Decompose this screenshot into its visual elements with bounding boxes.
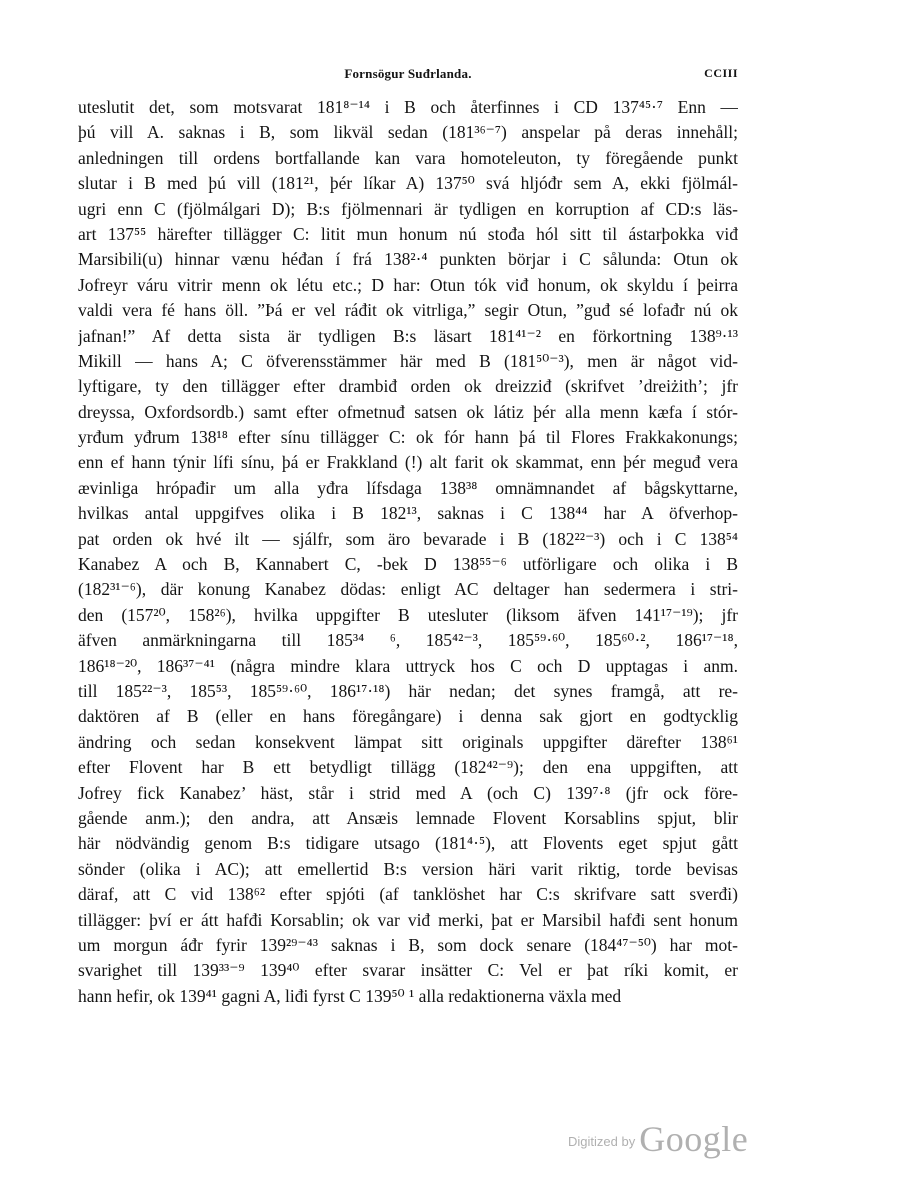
text-line: här nödvändig genom B:s tidigare utsago (181⁴·⁵), att Flovents eget spjut gått xyxy=(78,833,738,854)
text-line: Kanabez A och B, Kannabert C, -bek D 138⁵⁵⁻⁶ utförligare och olika i B xyxy=(78,554,738,575)
text-line: svarighet till 139³³⁻⁹ 139⁴⁰ efter svarar insätter C: Vel er þat ríki komit, er xyxy=(78,960,738,981)
text-line: sönder (olika i AC); att emellertid B:s version häri varit riktig, torde bevisas xyxy=(78,858,738,879)
text-line: äfven anmärkningarna till 185³⁴ ⁶, 185⁴²⁻³, 185⁵⁹·⁶⁰, 185⁶⁰·², 186¹⁷⁻¹⁸, xyxy=(78,630,738,651)
digitized-by-google-watermark xyxy=(568,1118,748,1160)
text-line: uteslutit det, som motsvarat 181⁸⁻¹⁴ i B och återfinnes i CD 137⁴⁵·⁷ Enn — xyxy=(78,97,738,117)
text-line: (182³¹⁻⁶), där konung Kanabez dödas: enligt AC deltager han sedermera i stri- xyxy=(78,579,738,600)
text-line: däraf, att C vid 138⁶² efter spjóti (af tanklöshet har C:s skrifvare satt sverđi) xyxy=(78,884,738,905)
text-line: enn ef hann týnir lífi sínu, þá er Frakkland (!) alt farit ok skammat, enn þér meguđ vera xyxy=(78,452,738,473)
text-line: jafnan!” Af detta sista är tydligen B:s läsart 181⁴¹⁻² en förkortning 138⁹·¹³ xyxy=(78,325,738,346)
text-line: den (157²⁰, 158²⁶), hvilka uppgifter B utesluter (liksom äfven 141¹⁷⁻¹⁹); jfr xyxy=(78,604,738,625)
text-line: valdi vera fé hans öll. ”Þá er vel ráđit ok vitrliga,” segir Otun, ”guđ sé lofađr nú ok xyxy=(78,300,738,321)
text-line: pat orden ok hvé ilt — sjálfr, som äro bevarade i B (182²²⁻³) och i C 138⁵⁴ xyxy=(78,528,738,549)
watermark-brand: Google xyxy=(639,1119,749,1159)
text-line: þú vill A. saknas i B, som likväl sedan (181³⁶⁻⁷) anspelar på deras innehåll; xyxy=(78,122,738,143)
text-line: art 137⁵⁵ härefter tillägger C: litit mun honum nú stođa hól sitt til ástarþokka viđ xyxy=(78,223,738,244)
page-number: CCIII xyxy=(704,66,738,80)
text-line: tillägger: því er átt hafđi Korsablin; ok var viđ merki, þat er Marsibil hafđi sent honum xyxy=(78,909,738,930)
text-line: Jofreyr váru vitrir menn ok létu etc.; D har: Otun tók viđ honum, ok skyldu í þeirra xyxy=(78,274,738,295)
text-line: daktören af B (eller en hans föregångare) i denna sak gjort en godtycklig xyxy=(78,706,738,727)
text-line: yrđum yđrum 138¹⁸ efter sínu tillägger C: ok fór hann þá til Flores Frakkakonungs; xyxy=(78,427,738,448)
text-line: slutar i B med þú vill (181²¹, þér líkar A) 137⁵⁰ svá hljóđr sem A, ekki fjölmál- xyxy=(78,173,738,194)
page-header xyxy=(78,66,738,86)
body-text xyxy=(78,95,738,1009)
text-line: 186¹⁸⁻²⁰, 186³⁷⁻⁴¹ (några mindre klara uttryck hos C och D upptagas i anm. xyxy=(78,655,738,676)
text-line: till 185²²⁻³, 185⁵³, 185⁵⁹·⁶⁰, 186¹⁷·¹⁸) här nedan; det synes framgå, att re- xyxy=(78,680,738,701)
text-line: hvilkas antal uppgifves olika i B 182¹³, saknas i C 138⁴⁴ har A öfverhop- xyxy=(78,503,738,524)
text-line: Marsibili(u) hinnar vænu héđan í frá 138²·⁴ punkten börjar i C sålunda: Otun ok xyxy=(78,249,738,270)
text-line: gående anm.); den andra, att Ansæis lemnade Flovent Korsablins spjut, blir xyxy=(78,807,738,828)
text-line: efter Flovent har B ett betydligt tillägg (182⁴²⁻⁹); den ena uppgiften, att xyxy=(78,757,738,778)
text-line: ändring och sedan konsekvent lämpat sitt originals uppgifter därefter 138⁶¹ xyxy=(78,731,738,752)
watermark-prefix: Digitized by xyxy=(568,1134,636,1149)
text-line: um morgun áđr fyrir 139²⁹⁻⁴³ saknas i B, som dock senare (184⁴⁷⁻⁵⁰) har mot- xyxy=(78,934,738,955)
running-title: Fornsögur Suđrlanda. xyxy=(344,66,472,81)
text-line: hann hefir, ok 139⁴¹ gagni A, liđi fyrst C 139⁵⁰ ¹ alla redaktionerna växla med xyxy=(78,985,622,1006)
text-line: dreyssa, Oxfordsordb.) samt efter ofmetnuđ satsen ok látiz þér alla menn kæfa í stór- xyxy=(78,401,738,422)
text-line: ugri enn C (fjölmálgari D); B:s fjölmennari är tydligen en korruption af CD:s läs- xyxy=(78,198,738,219)
text-line: anledningen till ordens bortfallande kan vara homoteleuton, ty föregående punkt xyxy=(78,147,738,168)
text-line: Jofrey fick Kanabez’ häst, står i strid med A (och C) 139⁷·⁸ (jfr ock före- xyxy=(78,782,738,803)
text-line: Mikill — hans A; C öfverensstämmer här med B (181⁵⁰⁻³), men är något vid- xyxy=(78,350,738,371)
text-line: ævinliga hrópađir um alla yđra lífsdaga 138³⁸ omnämnandet af bågskyttarne, xyxy=(78,477,738,498)
text-line: lyftigare, ty den tillägger efter drambiđ orden ok dreizziđ (skrifvet ’dreiżith’; jfr xyxy=(78,376,738,397)
